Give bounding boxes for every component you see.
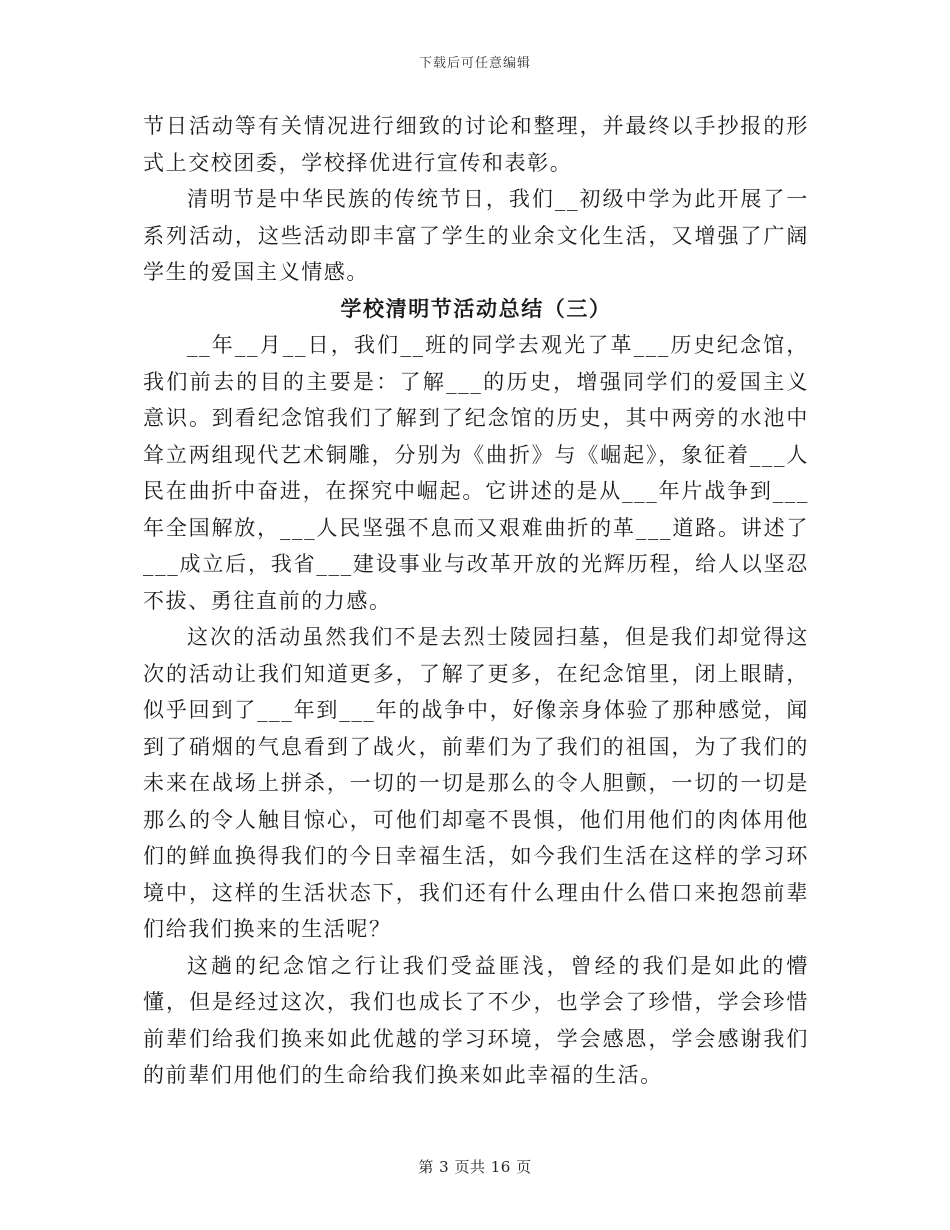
- section-title: 学校清明节活动总结（三）: [340, 295, 612, 321]
- page-header-note: 下载后可任意编辑: [418, 56, 531, 71]
- paragraph-activity-reflection: 这次的活动虽然我们不是去烈士陵园扫墓，但是我们却觉得这次的活动让我们知道更多，了解了更多，在纪念馆里，闭上眼睛，似乎回到了___年到___年的战争中，好像亲身体验了那种感觉，闻到了硝烟的气息看到了战火，前辈们为了我们的祖国，为了我们的未来在战场上拼杀，一切的一切是那么的令人胆颤，一切的一切是那么的令人触目惊心，可他们却毫不畏惧，他们用他们的肉体用他们的鲜血换得我们的今日幸福生活，如今我们生活在这样的学习环境中，这样的生活状态下，我们还有什么理由什么借口来抱怨前辈们给我们换来的生活呢？: [143, 625, 809, 941]
- paragraph-qingming-intro: 清明节是中华民族的传统节日，我们__初级中学为此开展了一系列活动，这些活动即丰富了学生的业余文化生活，又增强了广阔学生的爱国主义情感。: [143, 187, 809, 284]
- paragraph-museum-visit: __年__月__日，我们__班的同学去观光了革___历史纪念馆，我们前去的目的主要是：了解___的历史，增强同学们的爱国主义意识。到看纪念馆我们了解到了纪念馆的历史，其中两旁的水池中耸立两组现代艺术铜雕，分别为《曲折》与《崛起》，象征着___人民在曲折中奋进，在探究中崛起。它讲述的是从___年片战争到___年全国解放，___人民坚强不息而又艰难曲折的革___道路。讲述了___成立后，我省___建设事业与改革开放的光辉历程，给人以坚忍不拔、勇往直前的力感。: [143, 333, 809, 613]
- paragraph-continued: 节日活动等有关情况进行细致的讨论和整理，并最终以手抄报的形式上交校团委，学校择优进行宣传和表彰。: [143, 114, 809, 175]
- paragraph-conclusion: 这趟的纪念馆之行让我们受益匪浅，曾经的我们是如此的懵懂，但是经过这次，我们也成长了不少，也学会了珍惜，学会珍惜前辈们给我们换来如此优越的学习环境，学会感恩，学会感谢我们的前辈们用他们的生命给我们换来如此幸福的生活。: [143, 953, 809, 1087]
- page-number: 第 3 页共 16 页: [418, 1158, 532, 1176]
- document-body: [143, 108, 809, 1094]
